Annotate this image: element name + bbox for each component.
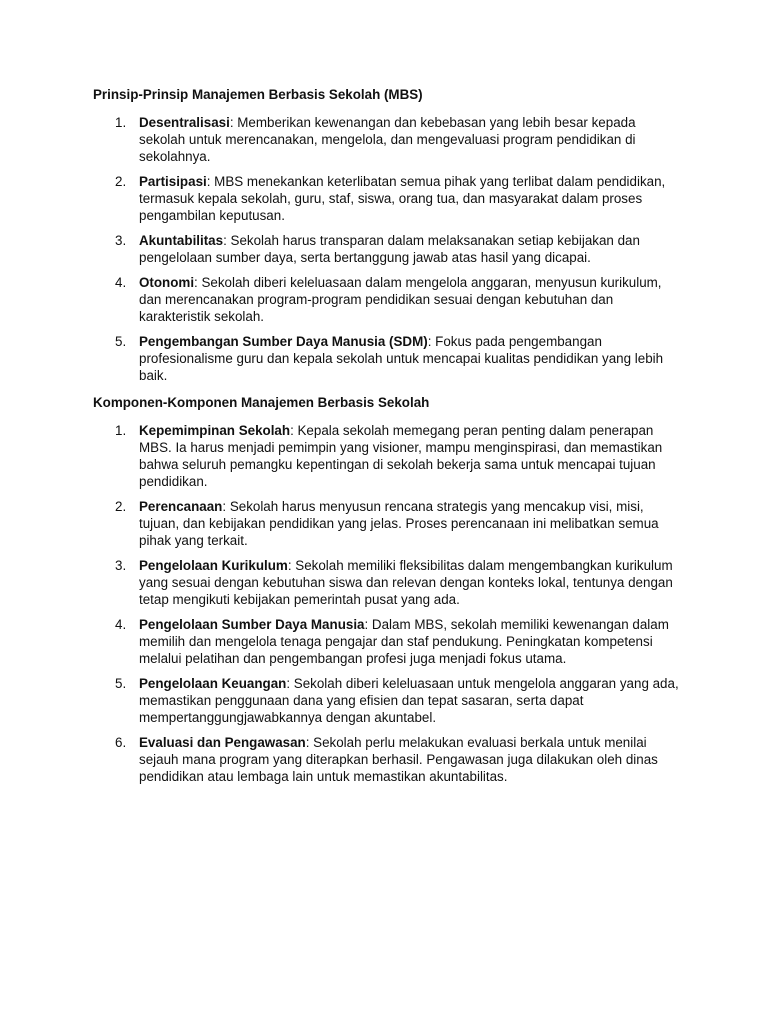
item-description: : Sekolah diberi keleluasaan untuk mengelola anggaran yang ada, memastikan penggunaan dana yang efisien dan tepat sasaran, serta dapat mempertanggungjawabkannya dengan akuntabel.: [139, 676, 679, 725]
components-section: [93, 394, 683, 793]
components-heading: Komponen-Komponen Manajemen Berbasis Sekolah: [93, 395, 430, 410]
item-description: : Sekolah diberi keleluasaan dalam mengelola anggaran, menyusun kurikulum, dan merencanakan program-program pendidikan sesuai dengan kebutuhan dan karakteristik sekolah.: [139, 275, 662, 324]
list-item: [93, 616, 683, 667]
list-item: [93, 557, 683, 608]
item-term: Kepemimpinan Sekolah: [139, 423, 291, 438]
components-list: [93, 422, 683, 785]
item-term: Akuntabilitas: [139, 233, 224, 248]
item-number: 6.: [115, 735, 127, 750]
list-item: [93, 333, 683, 384]
item-term: Pengelolaan Keuangan: [139, 676, 287, 691]
item-number: 3.: [115, 233, 127, 248]
item-number: 4.: [115, 617, 127, 632]
item-term: Perencanaan: [139, 499, 223, 514]
item-number: 5.: [115, 676, 127, 691]
list-item: [93, 498, 683, 549]
list-item: [93, 274, 683, 325]
list-item: [93, 675, 683, 726]
principles-section: [93, 86, 683, 392]
item-term: Pengembangan Sumber Daya Manusia (SDM): [139, 334, 428, 349]
principles-list: [93, 114, 683, 384]
item-number: 2.: [115, 499, 127, 514]
item-description: : Sekolah harus menyusun rencana strategis yang mencakup visi, misi, tujuan, dan kebijakan pendidikan yang jelas. Proses perencanaan ini melibatkan semua pihak yang terkait.: [139, 499, 659, 548]
item-term: Pengelolaan Sumber Daya Manusia: [139, 617, 365, 632]
item-description: : Sekolah harus transparan dalam melaksanakan setiap kebijakan dan pengelolaan sumber daya, serta bertanggung jawab atas hasil yang dicapai.: [139, 233, 640, 265]
item-description: : Kepala sekolah memegang peran penting dalam penerapan MBS. Ia harus menjadi pemimpin yang visioner, mampu menginspirasi, dan memastikan bahwa seluruh pemangku kepentingan di sekolah bekerja sama untuk mencapai tujuan pendidikan.: [139, 423, 663, 489]
item-term: Desentralisasi: [139, 115, 230, 130]
item-description: : Fokus pada pengembangan profesionalisme guru dan kepala sekolah untuk mencapai kualitas pendidikan yang lebih baik.: [139, 334, 664, 383]
list-item: [93, 173, 683, 224]
item-description: : Memberikan kewenangan dan kebebasan yang lebih besar kepada sekolah untuk merencanakan, mengelola, dan mengevaluasi program pendidikan di sekolahnya.: [139, 115, 636, 164]
item-number: 2.: [115, 174, 127, 189]
item-term: Partisipasi: [139, 174, 207, 189]
item-term: Otonomi: [139, 275, 195, 290]
item-number: 3.: [115, 558, 127, 573]
item-number: 5.: [115, 334, 127, 349]
item-description: : MBS menekankan keterlibatan semua pihak yang terlibat dalam pendidikan, termasuk kepala sekolah, guru, staf, siswa, orang tua, dan masyarakat dalam proses pengambilan keputusan.: [139, 174, 666, 223]
item-term: Evaluasi dan Pengawasan: [139, 735, 306, 750]
item-number: 1.: [115, 423, 127, 438]
item-description: : Sekolah perlu melakukan evaluasi berkala untuk menilai sejauh mana program yang diterapkan berhasil. Pengawasan juga dilakukan oleh dinas pendidikan atau lembaga lain untuk memastikan akuntabilitas.: [139, 735, 658, 784]
item-description: : Sekolah memiliki fleksibilitas dalam mengembangkan kurikulum yang sesuai dengan kebutuhan siswa dan relevan dengan konteks lokal, tentunya dengan tetap mengikuti kebijakan pemerintah pusat yang ada.: [139, 558, 673, 607]
item-number: 4.: [115, 275, 127, 290]
list-item: [93, 232, 683, 266]
item-description: : Dalam MBS, sekolah memiliki kewenangan dalam memilih dan mengelola tenaga pengajar dan staf pendukung. Peningkatan kompetensi melalui pelatihan dan pengembangan profesi juga menjadi fokus utama.: [139, 617, 669, 666]
principles-heading: Prinsip-Prinsip Manajemen Berbasis Sekolah (MBS): [93, 87, 423, 102]
list-item: [93, 422, 683, 490]
list-item: [93, 734, 683, 785]
item-number: 1.: [115, 115, 127, 130]
item-term: Pengelolaan Kurikulum: [139, 558, 288, 573]
list-item: [93, 114, 683, 165]
